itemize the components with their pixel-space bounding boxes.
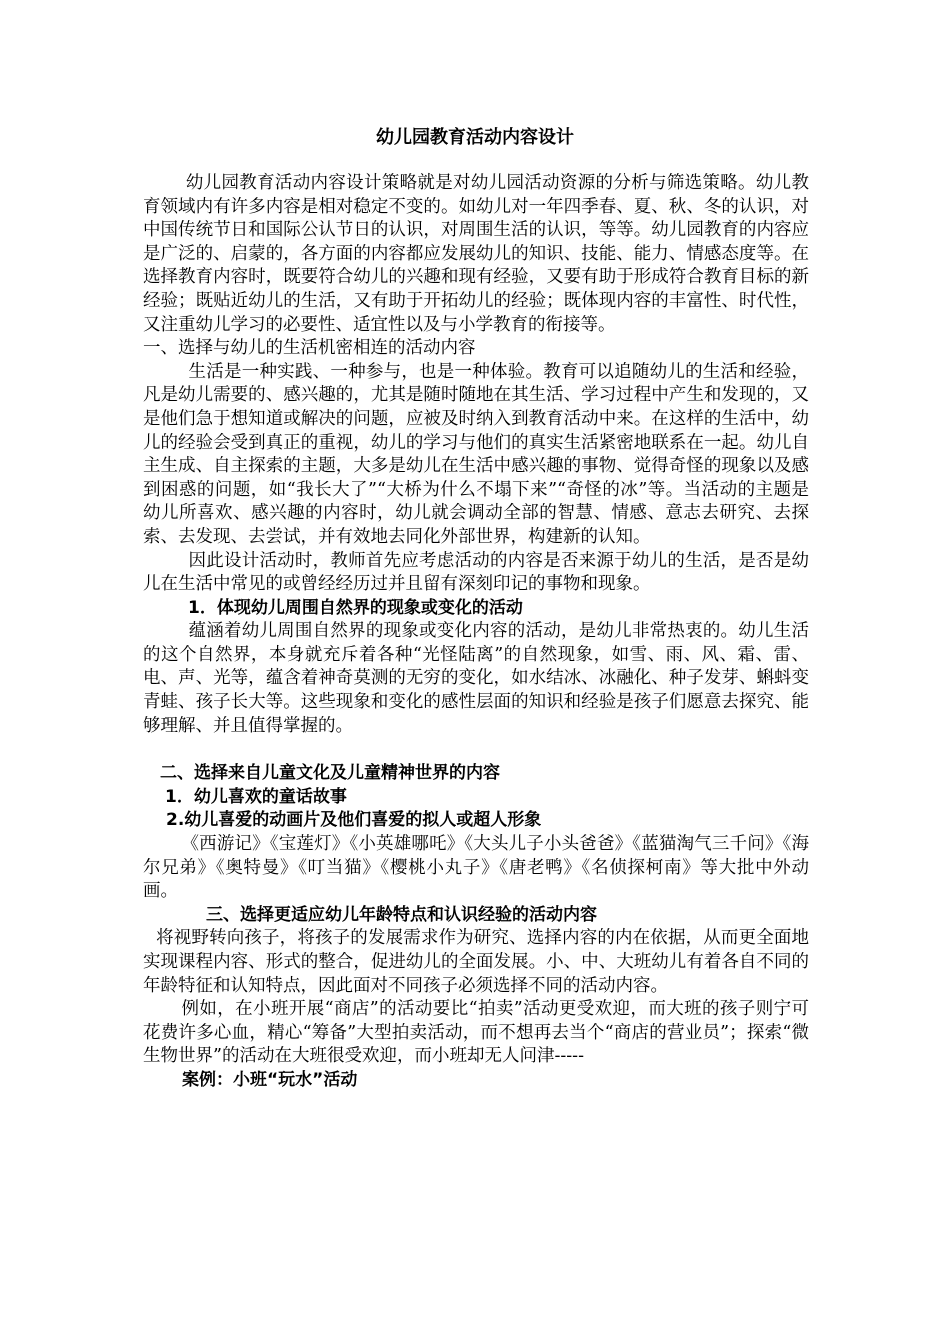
case-heading: 案例：小班“玩水”活动 [182, 1069, 358, 1090]
document-title: 幼儿园教育活动内容设计 [376, 127, 574, 148]
body-paragraph: 因此设计活动时，教师首先应考虑活动的内容是否来源于幼儿的生活，是否是幼儿在生活中常见的或曾经经历过并且留有深刻印记的事物和现象。 [143, 550, 809, 595]
body-paragraph: 生活是一种实践、一种参与，也是一种体验。教育可以追随幼儿的生活和经验，凡是幼儿需要的、感兴趣的，尤其是随时随地在其生活、学习过程中产生和发现的，又是他们急于想知道或解决的问题，应被及时纳入到教育活动中来。在这样的生活中，幼儿的经验会受到真正的重视，幼儿的学习与他们的真实生活紧密地联系在一起。幼儿自主生成、自主探索的主题，大多是幼儿在生活中感兴趣的事物、觉得奇怪的现象以及感到困惑的问题，如“我长大了”“大桥为什么不塌下来”“奇怪的冰”等。当活动的主题是幼儿所喜欢、感兴趣的内容时，幼儿就会调动全部的智慧、情感、意志去研究、去探索、去发现、去尝试，并有效地去同化外部世界，构建新的认知。 [143, 361, 809, 547]
body-paragraph: 将视野转向孩子，将孩子的发展需求作为研究、选择内容的内在依据，从而更全面地实现课程内容、形式的整合，促进幼儿的全面发展。小、中、大班幼儿有着各自不同的年龄特征和认知特点，因此面对不同孩子必须选择不同的活动内容。 [143, 928, 809, 996]
intro-paragraph: 幼儿园教育活动内容设计策略就是对幼儿园活动资源的分析与筛选策略。幼儿教育领域内有许多内容是相对稳定不变的。如幼儿对一年四季春、夏、秋、冬的认识，对中国传统节日和国际公认节日的认识，对周围生活的认识，等等。幼儿园教育的内容应是广泛的、启蒙的，各方面的内容都应发展幼儿的知识、技能、能力、情感态度等。在选择教育内容时，既要符合幼儿的兴趣和现有经验，又要有助于形成符合教育目标的新经验；既贴近幼儿的生活，又有助于开拓幼儿的经验；既体现内容的丰富性、时代性，又注重幼儿学习的必要性、适宜性以及与小学教育的衔接等。 [143, 173, 809, 335]
subsection-heading: 2.幼儿喜爱的动画片及他们喜爱的拟人或超人形象 [166, 810, 542, 831]
subsection-heading: 1．体现幼儿周围自然界的现象或变化的活动 [188, 597, 523, 618]
section-heading-2: 二、选择来自儿童文化及儿童精神世界的内容 [160, 763, 500, 784]
section-heading-3: 三、选择更适应幼儿年龄特点和认识经验的活动内容 [206, 904, 597, 925]
body-paragraph: 《西游记》《宝莲灯》《小英雄哪吒》《大头儿子小头爸爸》《蓝猫淘气三千问》《海尔兄弟》《奥特曼》《叮当猫》《樱桃小丸子》《唐老鸭》《名侦探柯南》等大批中外动画。 [143, 834, 809, 902]
section-heading-1: 一、选择与幼儿的生活机密相连的活动内容 [143, 338, 476, 359]
body-paragraph: 例如，在小班开展“商店”的活动要比“拍卖”活动更受欢迎，而大班的孩子则宁可花费许多心血，精心“筹备”大型拍卖活动，而不想再去当个“商店的营业员”；探索“微生物世界”的活动在大班很受欢迎，而小班却无人问津----- [143, 999, 809, 1067]
document-body [143, 172, 809, 1093]
subsection-heading: 1．幼儿喜欢的童话故事 [165, 786, 347, 807]
body-paragraph: 蕴涵着幼儿周围自然界的现象或变化内容的活动，是幼儿非常热衷的。幼儿生活的这个自然界，本身就充斥着各种“光怪陆离”的自然现象，如雪、雨、风、霜、雷、电、声、光等，蕴含着神奇莫测的无穷的变化，如水结冰、冰融化、种子发芽、蝌蚪变青蛙、孩子长大等。这些现象和变化的感性层面的知识和经验是孩子们愿意去探究、能够理解、并且值得掌握的。 [143, 621, 809, 736]
